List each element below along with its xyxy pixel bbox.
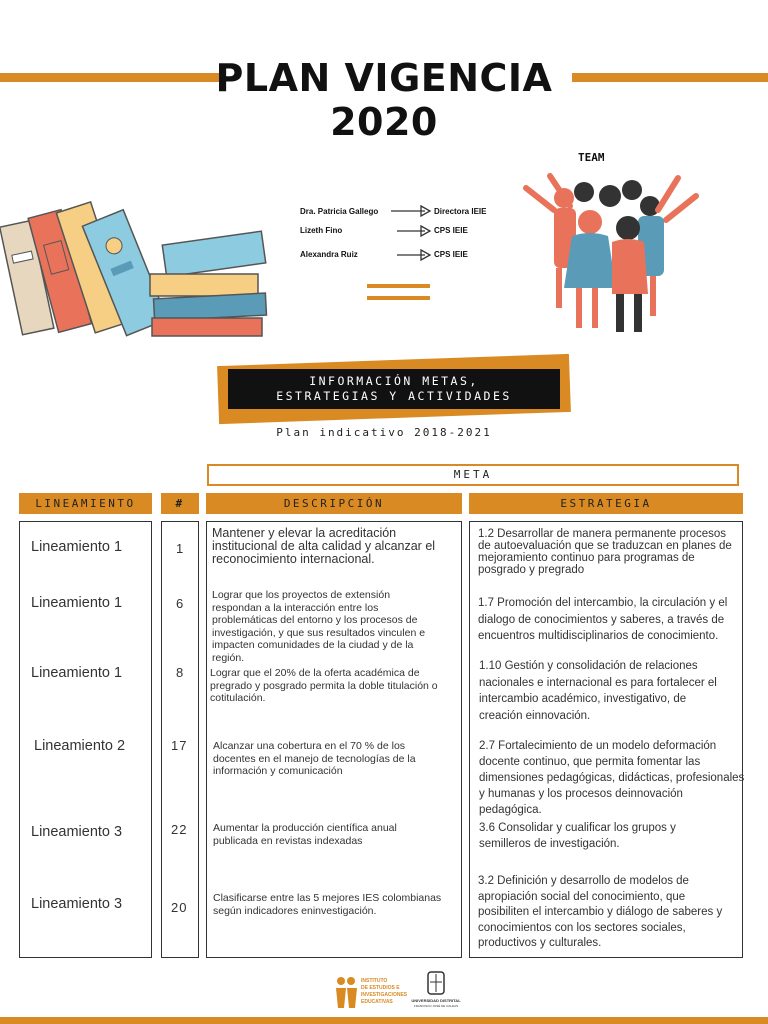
university-seal xyxy=(411,968,461,1012)
team-label: TEAM xyxy=(578,151,605,164)
footer-rule xyxy=(0,1017,768,1024)
row-number: 20 xyxy=(171,900,188,915)
row-estrategia: 3.2 Definición y desarrollo de modelos de apropiación social del conocimiento, que posibiliten el intercambio y diálogo de saberes y conocimientos con los sectores sociales, productivos y culturales. xyxy=(478,875,723,950)
row-descripcion: Lograr que el 20% de la oferta académica de pregrado y posgrado permita la doble titulación o cotitulación. xyxy=(210,667,438,704)
row-lineamiento: Lineamiento 3 xyxy=(31,896,123,912)
row-descripcion: Alcanzar una cobertura en el 70 % de los docentes en el manejo de tecnologías de la información y comunicación xyxy=(213,740,416,777)
svg-text:UNIVERSIDAD DISTRITAL: UNIVERSIDAD DISTRITAL xyxy=(411,998,461,1003)
header-estrategia: ESTRATEGIA xyxy=(469,493,743,514)
ieie-logo xyxy=(333,972,408,1012)
row-estrategia: 1.10 Gestión y consolidación de relaciones nacionales e internacional es para fortalecer el intercambio académico, investigativo, de creación einnovación. xyxy=(479,660,717,722)
row-descripcion: Lograr que los proyectos de extensión respondan a la interacción entre los problemáticas del entorno y los procesos de investigación, y que sus resultados vinculen e impacten comunidades de la ciudad y de la región. xyxy=(212,589,426,664)
row-lineamiento: Lineamiento 1 xyxy=(31,665,123,681)
svg-text:EDUCATIVAS: EDUCATIVAS xyxy=(361,999,393,1005)
plan-indicativo-label: Plan indicativo 2018-2021 xyxy=(276,426,492,439)
row-number: 8 xyxy=(176,665,185,680)
team-member-name: Dra. Patricia Gallego xyxy=(300,207,379,216)
arrow-right-icon xyxy=(397,225,431,237)
svg-text:INVESTIGACIONES: INVESTIGACIONES xyxy=(361,992,408,998)
row-descripcion: Mantener y elevar la acreditación institucional de alta calidad y alcanzar el reconocimiento internacional. xyxy=(212,526,436,566)
svg-text:DE ESTUDIOS E: DE ESTUDIOS E xyxy=(361,985,400,991)
svg-text:INSTITUTO: INSTITUTO xyxy=(361,978,388,984)
team-member-name: Lizeth Fino xyxy=(300,226,343,235)
row-number: 22 xyxy=(171,822,188,837)
row-lineamiento: Lineamiento 3 xyxy=(31,824,123,840)
arrow-right-icon xyxy=(391,205,431,217)
svg-text:FRANCISCO JOSÉ DE CALDAS: FRANCISCO JOSÉ DE CALDAS xyxy=(413,1004,459,1008)
team-member-role: Directora IEIE xyxy=(434,207,487,216)
team-member-name: Alexandra Ruiz xyxy=(300,250,358,259)
meta-header: META xyxy=(207,464,739,486)
row-number: 1 xyxy=(176,541,185,556)
row-descripcion: Clasificarse entre las 5 mejores IES colombianas según indicadores eninvestigación. xyxy=(213,892,442,917)
row-estrategia: 3.6 Consolidar y cualificar los grupos y semilleros de investigación. xyxy=(479,822,676,850)
team-member-role: CPS IEIE xyxy=(434,226,468,235)
row-lineamiento: Lineamiento 1 xyxy=(31,539,123,555)
row-lineamiento: Lineamiento 2 xyxy=(34,738,126,754)
header-number: # xyxy=(161,493,199,514)
team-member-role: CPS IEIE xyxy=(434,250,468,259)
arrow-right-icon xyxy=(397,249,431,261)
divider-rule xyxy=(367,284,430,288)
divider-rule xyxy=(367,296,430,300)
row-number: 6 xyxy=(176,596,185,611)
team-illustration xyxy=(520,170,702,336)
header-lineamiento: LINEAMIENTO xyxy=(19,493,152,514)
row-lineamiento: Lineamiento 1 xyxy=(31,595,123,611)
row-descripcion: Aumentar la producción científica anual publicada en revistas indexadas xyxy=(213,822,397,847)
row-estrategia: 1.2 Desarrollar de manera permanente procesos de autoevaluación que se traduzcan en planes de mejoramiento continuo para programas de posgrado y pregrado xyxy=(478,528,732,576)
row-estrategia: 2.7 Fortalecimiento de un modelo deformación docente continuo, que permita fomentar las dimensiones pedagógicas, didácticas, profesionales y humanas y los procesos deinnovación pedagógica. xyxy=(479,740,745,816)
row-estrategia: 1.7 Promoción del intercambio, la circulación y el dialogo de conocimientos y saberes, a través de encuentros multidisciplinarios de conocimiento. xyxy=(478,597,728,642)
row-number: 17 xyxy=(171,738,188,753)
info-box: INFORMACIÓN METAS, ESTRATEGIAS Y ACTIVIDADES xyxy=(228,369,560,409)
page-title: PLAN VIGENCIA 2020 xyxy=(215,56,553,144)
header-descripcion: DESCRIPCIÓN xyxy=(206,493,462,514)
books-illustration xyxy=(14,180,276,340)
